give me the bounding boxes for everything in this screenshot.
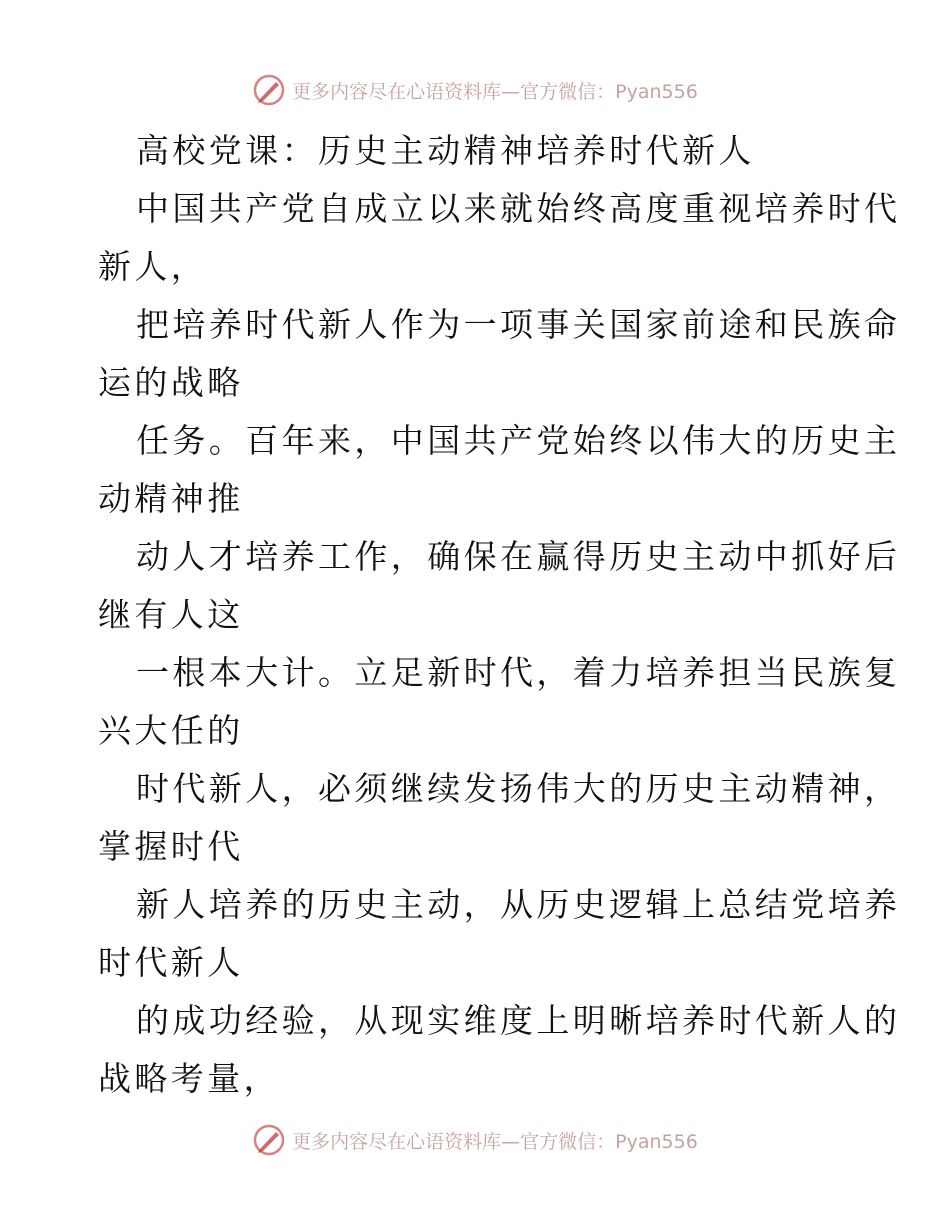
paragraph-line: 掌握时代 [98,827,244,866]
paragraph-line: 任务。百年来，中国共产党始终以伟大的历史主 [136,421,901,460]
pen-logo-icon [252,73,286,107]
paragraph-line: 运的战略 [98,363,244,402]
document-title: 高校党课：历史主动精神培养时代新人 [136,131,755,170]
paragraph-line: 的成功经验，从现实维度上明晰培养时代新人的 [136,1001,901,1040]
paragraph-line: 时代新人 [98,943,244,982]
paragraph-line: 动人才培养工作，确保在赢得历史主动中抓好后 [136,537,901,576]
paragraph-line: 动精神推 [98,479,244,518]
footer-banner-text: 更多内容尽在心语资料库—官方微信：Pyan556 [292,1130,698,1153]
paragraph-line: 继有人这 [98,595,244,634]
document-body [98,122,901,1108]
paragraph-line: 一根本大计。立足新时代，着力培养担当民族复 [136,653,901,692]
footer-watermark-banner [0,1120,950,1160]
paragraph-line: 时代新人，必须继续发扬伟大的历史主动精神， [136,769,901,808]
paragraph-line: 中国共产党自成立以来就始终高度重视培养时代 [136,189,901,228]
pen-logo-icon [252,1123,286,1157]
paragraph-line: 新人， [98,247,208,286]
header-watermark-banner [0,70,950,110]
paragraph-line: 把培养时代新人作为一项事关国家前途和民族命 [136,305,901,344]
paragraph-line: 战略考量， [98,1059,280,1098]
header-banner-text: 更多内容尽在心语资料库—官方微信：Pyan556 [292,80,698,103]
paragraph-line: 新人培养的历史主动，从历史逻辑上总结党培养 [136,885,901,924]
paragraph-line: 兴大任的 [98,711,244,750]
